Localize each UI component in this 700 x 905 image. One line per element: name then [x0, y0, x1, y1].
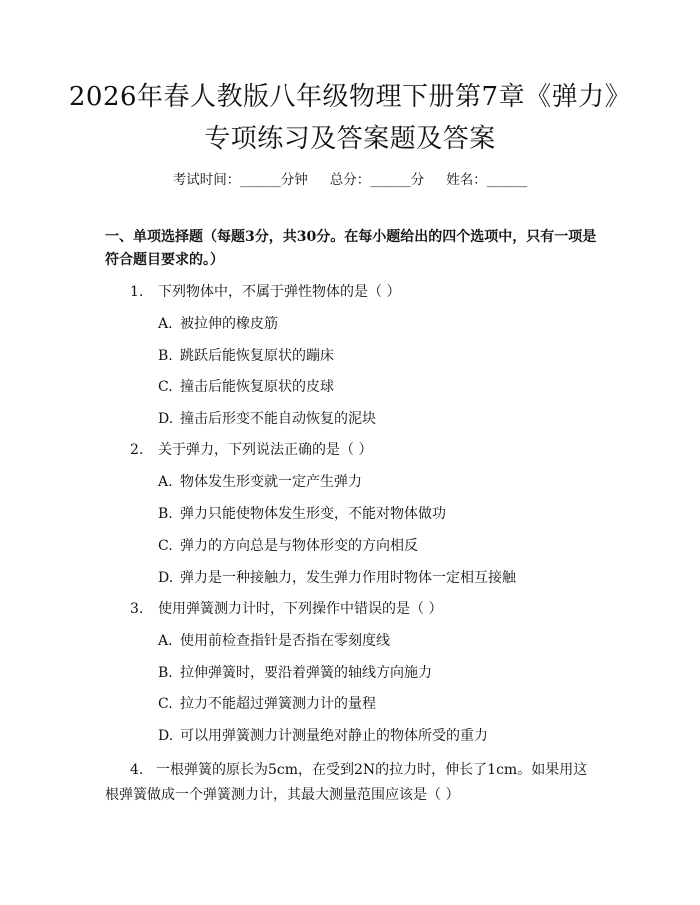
question-number: 1. [130, 284, 144, 300]
option-text: 物体发生形变就一定产生弹力 [180, 474, 362, 490]
document-title: 2026年春人教版八年级物理下册第7章《弹力》专项练习及答案题及答案 [68, 82, 632, 154]
option-3c [158, 694, 376, 714]
question-text: 关于弹力，下列说法正确的是（ ） [158, 442, 373, 458]
question-3 [130, 599, 442, 619]
option-letter: D. [158, 728, 174, 744]
option-letter: A. [158, 474, 173, 490]
option-letter: D. [158, 411, 174, 427]
option-2c [158, 536, 418, 556]
option-text: 可以用弹簧测力计测量绝对静止的物体所受的重力 [180, 728, 488, 744]
option-text: 弹力只能使物体发生形变，不能对物体做功 [180, 506, 446, 522]
exam-meta [0, 168, 700, 188]
option-text: 拉伸弹簧时，要沿着弹簧的轴线方向施力 [180, 665, 432, 681]
option-text: 跳跃后能恢复原状的蹦床 [180, 348, 334, 364]
option-1a [158, 314, 278, 334]
option-1c [158, 377, 334, 397]
option-letter: B. [158, 665, 173, 681]
option-text: 被拉伸的橡皮筋 [180, 316, 278, 332]
question-number: 2. [130, 442, 144, 458]
question-1 [130, 282, 400, 302]
option-3d [158, 726, 488, 746]
question-text: 一根弹簧的原长为5cm，在受到2N的拉力时，伸长了1cm。如果用这根弹簧做成一个弹簧测力计，其最大测量范围应该是（ ） [105, 762, 588, 803]
option-letter: A. [158, 633, 173, 649]
question-2 [130, 440, 372, 460]
exam-time-field: 考试时间：______分钟 [172, 172, 308, 188]
option-2d [158, 568, 516, 588]
option-letter: C. [158, 696, 173, 712]
question-number: 3. [130, 601, 144, 617]
question-number: 4. [130, 762, 144, 778]
option-2a [158, 472, 362, 492]
option-1d [158, 409, 376, 429]
section-heading: 一、单项选择题（每题3分，共30分。在每小题给出的四个选项中，只有一项是符合题目要求的。） [105, 229, 597, 268]
option-letter: B. [158, 348, 173, 364]
option-text: 弹力是一种接触力，发生弹力作用时物体一定相互接触 [180, 570, 516, 586]
option-letter: C. [158, 538, 173, 554]
total-score-field: 总分：______分 [329, 172, 425, 188]
student-name-field: 姓名：______ [446, 172, 528, 188]
option-text: 撞击后能恢复原状的皮球 [180, 379, 334, 395]
option-text: 使用前检查指针是否指在零刻度线 [180, 633, 390, 649]
option-text: 弹力的方向总是与物体形变的方向相反 [180, 538, 418, 554]
option-letter: C. [158, 379, 173, 395]
question-4 [105, 758, 600, 808]
option-letter: B. [158, 506, 173, 522]
option-1b [158, 346, 334, 366]
question-text: 使用弹簧测力计时，下列操作中错误的是（ ） [158, 601, 443, 617]
option-3b [158, 663, 432, 683]
option-text: 撞击后形变不能自动恢复的泥块 [180, 411, 376, 427]
question-text: 下列物体中，不属于弹性物体的是（ ） [158, 284, 401, 300]
option-2b [158, 504, 446, 524]
option-letter: D. [158, 570, 174, 586]
option-3a [158, 631, 390, 651]
option-letter: A. [158, 316, 173, 332]
option-text: 拉力不能超过弹簧测力计的量程 [180, 696, 376, 712]
